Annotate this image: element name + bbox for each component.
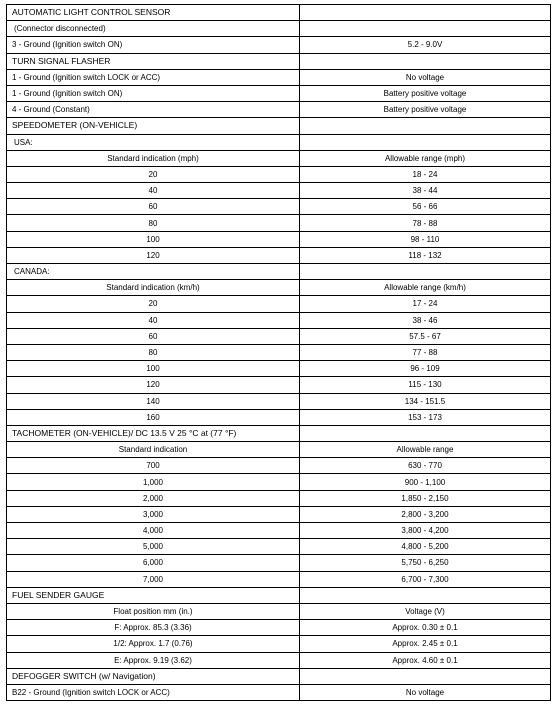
- table-row: [7, 425, 551, 441]
- standard-value: 140: [7, 393, 300, 409]
- specified-value: Battery positive voltage: [300, 85, 551, 101]
- allowable-range: 118 - 132: [300, 247, 551, 263]
- allowable-range: Allowable range (km/h): [300, 280, 551, 296]
- terminal-condition: 4 - Ground (Constant): [7, 102, 300, 118]
- allowable-range: 900 - 1,100: [300, 474, 551, 490]
- terminal-condition: 1 - Ground (Ignition switch LOCK or ACC): [7, 69, 300, 85]
- table-row: [7, 69, 551, 85]
- standard-value: 20: [7, 296, 300, 312]
- table-row: [7, 603, 551, 619]
- standard-value: 80: [7, 344, 300, 360]
- table-row: [7, 215, 551, 231]
- table-row: [7, 506, 551, 522]
- allowable-range: Approx. 2.45 ± 0.1: [300, 636, 551, 652]
- table-row: [7, 442, 551, 458]
- table-row: [7, 102, 551, 118]
- standard-value: 120: [7, 377, 300, 393]
- standard-value: 2,000: [7, 490, 300, 506]
- allowable-range: 5,750 - 6,250: [300, 555, 551, 571]
- table-row: [7, 312, 551, 328]
- table-cell-empty: [300, 425, 551, 441]
- table-row: [7, 264, 551, 280]
- allowable-range: 17 - 24: [300, 296, 551, 312]
- allowable-range: 56 - 66: [300, 199, 551, 215]
- section-title: FUEL SENDER GAUGE: [7, 587, 300, 603]
- standard-value: Standard indication (mph): [7, 150, 300, 166]
- table-row: [7, 85, 551, 101]
- terminal-condition: 3 - Ground (Ignition switch ON): [7, 37, 300, 53]
- terminal-condition: 1 - Ground (Ignition switch ON): [7, 85, 300, 101]
- allowable-range: 6,700 - 7,300: [300, 571, 551, 587]
- table-cell-empty: [300, 5, 551, 21]
- table-row: [7, 474, 551, 490]
- table-row: [7, 684, 551, 700]
- standard-value: 100: [7, 231, 300, 247]
- allowable-range: 153 - 173: [300, 409, 551, 425]
- standard-value: 60: [7, 328, 300, 344]
- table-row: [7, 587, 551, 603]
- standard-value: 700: [7, 458, 300, 474]
- table-row: [7, 5, 551, 21]
- standard-value: 40: [7, 183, 300, 199]
- table-row: [7, 118, 551, 134]
- standard-value: 5,000: [7, 539, 300, 555]
- section-title: SPEEDOMETER (ON-VEHICLE): [7, 118, 300, 134]
- table-row: [7, 134, 551, 150]
- table-row: [7, 636, 551, 652]
- table-row: [7, 393, 551, 409]
- table-cell-empty: [300, 587, 551, 603]
- standard-value: Standard indication: [7, 442, 300, 458]
- allowable-range: Voltage (V): [300, 603, 551, 619]
- table-row: [7, 296, 551, 312]
- standard-value: Standard indication (km/h): [7, 280, 300, 296]
- standard-value: 100: [7, 361, 300, 377]
- standard-value: 1/2: Approx. 1.7 (0.76): [7, 636, 300, 652]
- table-row: [7, 150, 551, 166]
- table-row: [7, 620, 551, 636]
- table-row: [7, 280, 551, 296]
- specified-value: No voltage: [300, 69, 551, 85]
- standard-value: 7,000: [7, 571, 300, 587]
- allowable-range: 57.5 - 67: [300, 328, 551, 344]
- standard-value: Float position mm (in.): [7, 603, 300, 619]
- table-row: [7, 183, 551, 199]
- table-row: [7, 199, 551, 215]
- allowable-range: Allowable range (mph): [300, 150, 551, 166]
- section-title: TACHOMETER (ON-VEHICLE)/ DC 13.5 V 25 °C at (77 °F): [7, 425, 300, 441]
- standard-value: E: Approx. 9.19 (3.62): [7, 652, 300, 668]
- section-title: AUTOMATIC LIGHT CONTROL SENSOR: [7, 5, 300, 21]
- specified-value: Battery positive voltage: [300, 102, 551, 118]
- allowable-range: 3,800 - 4,200: [300, 523, 551, 539]
- table-row: [7, 37, 551, 53]
- section-title: DEFOGGER SWITCH (w/ Navigation): [7, 668, 300, 684]
- standard-value: F: Approx. 85.3 (3.36): [7, 620, 300, 636]
- allowable-range: 18 - 24: [300, 166, 551, 182]
- standard-value: 3,000: [7, 506, 300, 522]
- table-row: [7, 523, 551, 539]
- standard-value: 80: [7, 215, 300, 231]
- table-row: [7, 571, 551, 587]
- allowable-range: 2,800 - 3,200: [300, 506, 551, 522]
- table-row: [7, 377, 551, 393]
- allowable-range: Approx. 0.30 ± 0.1: [300, 620, 551, 636]
- allowable-range: 4,800 - 5,200: [300, 539, 551, 555]
- table-row: [7, 344, 551, 360]
- allowable-range: 96 - 109: [300, 361, 551, 377]
- spec-table-body: [7, 5, 551, 701]
- table-row: [7, 490, 551, 506]
- table-row: [7, 247, 551, 263]
- section-title: TURN SIGNAL FLASHER: [7, 53, 300, 69]
- allowable-range: 38 - 44: [300, 183, 551, 199]
- table-row: [7, 21, 551, 37]
- table-row: [7, 668, 551, 684]
- table-row: [7, 361, 551, 377]
- table-cell-empty: [300, 264, 551, 280]
- sub-label: (Connector disconnected): [7, 21, 300, 37]
- allowable-range: Allowable range: [300, 442, 551, 458]
- allowable-range: 77 - 88: [300, 344, 551, 360]
- table-row: [7, 539, 551, 555]
- table-row: [7, 231, 551, 247]
- standard-value: 60: [7, 199, 300, 215]
- allowable-range: 630 - 770: [300, 458, 551, 474]
- standard-value: 4,000: [7, 523, 300, 539]
- sub-label: CANADA:: [7, 264, 300, 280]
- table-cell-empty: [300, 668, 551, 684]
- table-row: [7, 166, 551, 182]
- standard-value: 160: [7, 409, 300, 425]
- allowable-range: 98 - 110: [300, 231, 551, 247]
- table-row: [7, 409, 551, 425]
- table-row: [7, 652, 551, 668]
- allowable-range: 38 - 46: [300, 312, 551, 328]
- specified-value: No voltage: [300, 684, 551, 700]
- standard-value: 20: [7, 166, 300, 182]
- table-cell-empty: [300, 53, 551, 69]
- sub-label: USA:: [7, 134, 300, 150]
- allowable-range: 134 - 151.5: [300, 393, 551, 409]
- standard-value: 6,000: [7, 555, 300, 571]
- spec-table: [6, 4, 551, 701]
- table-row: [7, 458, 551, 474]
- standard-value: 120: [7, 247, 300, 263]
- table-row: [7, 53, 551, 69]
- specified-value: 5.2 - 9.0V: [300, 37, 551, 53]
- table-cell-empty: [300, 118, 551, 134]
- standard-value: 40: [7, 312, 300, 328]
- table-row: [7, 555, 551, 571]
- allowable-range: 78 - 88: [300, 215, 551, 231]
- allowable-range: Approx. 4.60 ± 0.1: [300, 652, 551, 668]
- allowable-range: 115 - 130: [300, 377, 551, 393]
- terminal-condition: B22 - Ground (Ignition switch LOCK or ACC): [7, 684, 300, 700]
- table-row: [7, 328, 551, 344]
- allowable-range: 1,850 - 2,150: [300, 490, 551, 506]
- table-cell-empty: [300, 134, 551, 150]
- standard-value: 1,000: [7, 474, 300, 490]
- table-cell-empty: [300, 21, 551, 37]
